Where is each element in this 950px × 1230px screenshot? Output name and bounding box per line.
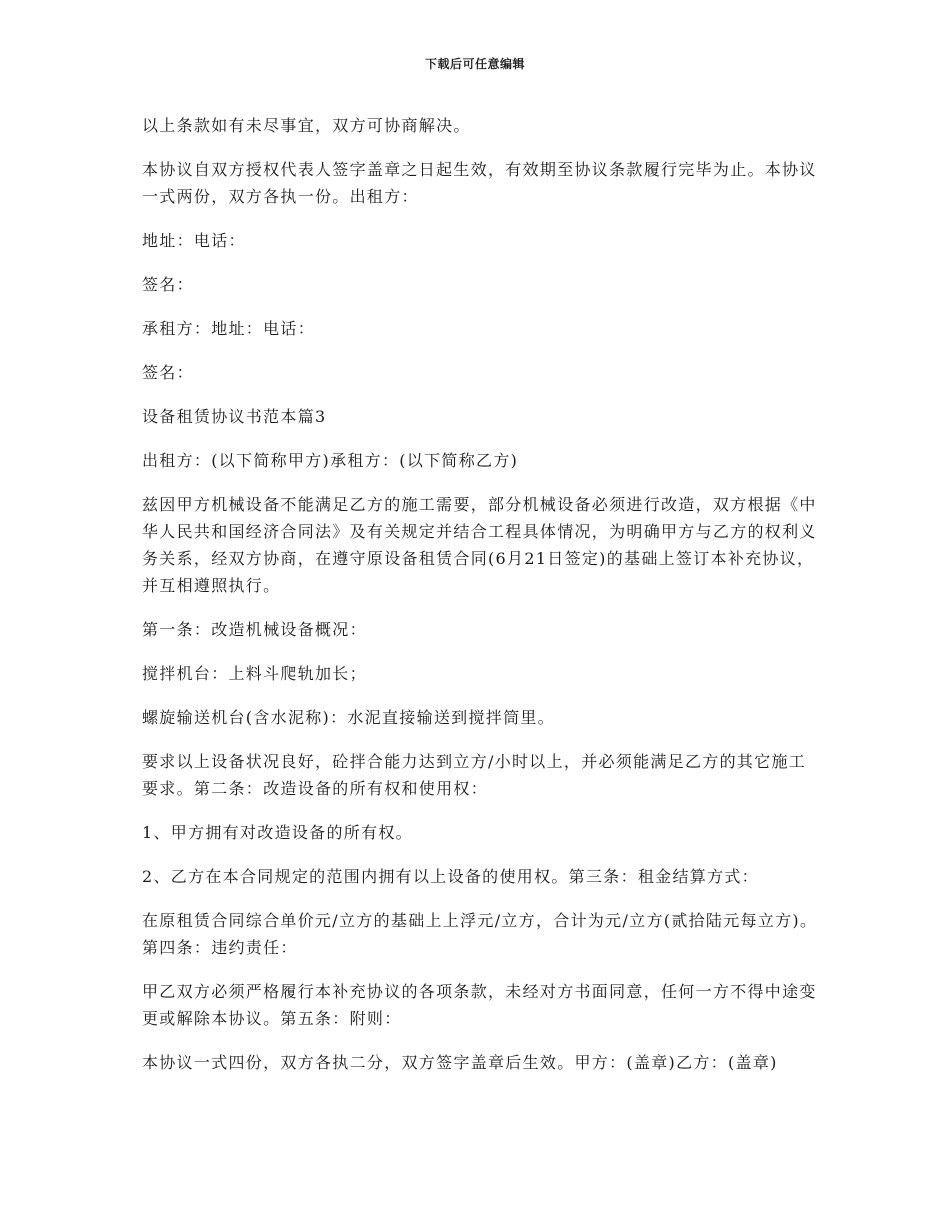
- paragraph: 签名：: [142, 275, 194, 294]
- paragraph: 本协议自双方授权代表人签字盖章之日起生效，有效期至协议条款履行完毕为止。本协议一式两份，双方各执一份。出租方：: [142, 160, 817, 206]
- paragraph: 甲乙双方必须严格履行本补充协议的各项条款，未经对方书面同意，任何一方不得中途变更或解除本协议。第五条：附则：: [142, 982, 817, 1028]
- paragraph: 第一条：改造机械设备概况：: [142, 620, 367, 639]
- paragraph: 兹因甲方机械设备不能满足乙方的施工需要，部分机械设备必须进行改造，双方根据《中华人民共和国经济合同法》及有关规定并结合工程具体情况，为明确甲方与乙方的权利义务关系，经双方协商，在遵守原设备租赁合同(6月21日签定)的基础上签订本补充协议，并互相遵照执行。: [142, 495, 817, 595]
- paragraph: 出租方：(以下简称甲方)承租方：(以下简称乙方): [142, 451, 519, 470]
- paragraph: 本协议一式四份，双方各执二分，双方签字盖章后生效。甲方：(盖章)乙方：(盖章): [142, 1053, 778, 1072]
- paragraph: 1、甲方拥有对改造设备的所有权。: [142, 823, 413, 842]
- paragraph: 签名：: [142, 363, 194, 382]
- paragraph: 搅拌机台：上料斗爬轨加长；: [142, 664, 367, 683]
- paragraph: 地址：电话：: [142, 231, 246, 250]
- paragraph: 2、乙方在本合同规定的范围内拥有以上设备的使用权。第三条：租金结算方式：: [142, 867, 759, 886]
- section-title: 设备租赁协议书范本篇3: [142, 407, 327, 426]
- page-header: 下载后可任意编辑: [424, 57, 525, 71]
- paragraph: 要求以上设备状况良好，砼拌合能力达到立方/小时以上，并必须能满足乙方的其它施工要求。第二条：改造设备的所有权和使用权：: [142, 752, 807, 798]
- paragraph: 承租方：地址：电话：: [142, 319, 316, 338]
- document-body: [142, 112, 822, 1093]
- paragraph: 螺旋输送机台(含水泥称)：水泥直接输送到搅拌筒里。: [142, 708, 555, 727]
- paragraph: 在原租赁合同综合单价元/立方的基础上上浮元/立方，合计为元/立方(贰拾陆元每立方)。第四条：违约责任：: [142, 911, 818, 957]
- paragraph: 以上条款如有未尽事宜，双方可协商解决。: [142, 116, 471, 135]
